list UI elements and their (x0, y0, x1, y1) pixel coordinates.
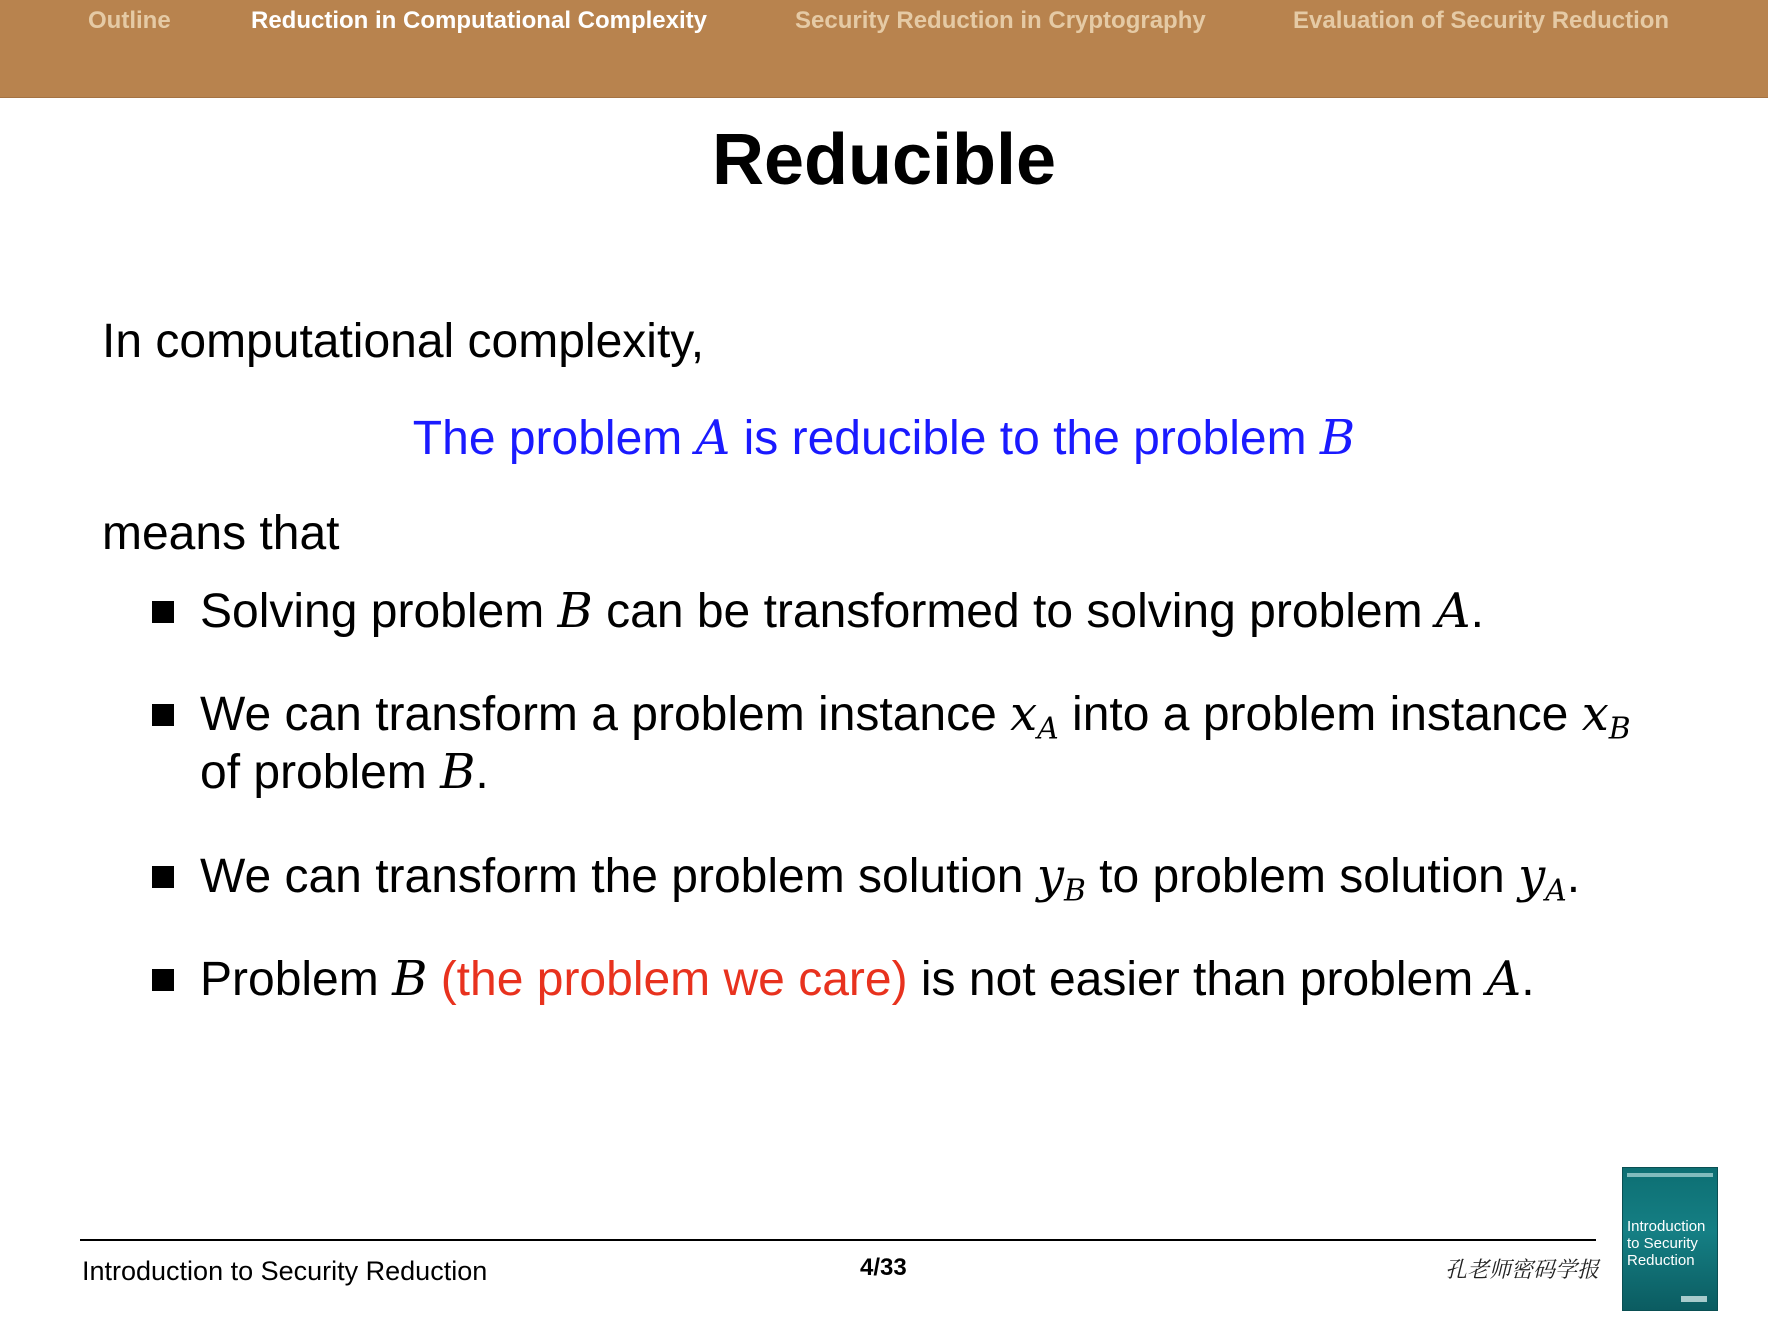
bullet-2-var-b: B (440, 744, 476, 800)
bullet-3-sub-b: B (1063, 873, 1086, 909)
bullet-4-text-2: is not easier than problem (907, 953, 1487, 1006)
signature: 孔老师密码学报 (1445, 1258, 1600, 1283)
navigation-bar (0, 0, 1768, 98)
footer-title: Introduction to Security Reduction (82, 1256, 488, 1286)
bullet-marker (152, 866, 174, 888)
bullet-1-var-a: A (1435, 583, 1471, 639)
nav-reduction-in-computational-complexity[interactable]: Reduction in Computational Complexity (251, 7, 708, 34)
bullet-3-text-2: to problem solution (1085, 850, 1519, 903)
bullet-2-line-2 (200, 744, 489, 801)
book-title-line-3: Reduction (1627, 1252, 1695, 1269)
nav-security-reduction-in-cryptography[interactable]: Security Reduction in Cryptography (795, 7, 1206, 34)
statement-var-b: B (1319, 410, 1356, 466)
bullet-2-period: . (475, 746, 489, 799)
bullet-3-sub-a: A (1545, 873, 1567, 909)
bullet-1-text-2: can be transformed to solving problem (592, 585, 1436, 638)
publisher-logo (1681, 1296, 1707, 1302)
bullet-marker (152, 969, 174, 991)
nav-outline[interactable]: Outline (88, 7, 171, 34)
book-title-line-1: Introduction (1627, 1218, 1706, 1235)
slide-title: Reducible (711, 120, 1057, 200)
bullet-2-var-x: x (1010, 686, 1038, 742)
bullet-1-text: Solving problem (200, 585, 558, 638)
intro-text: In computational complexity, (102, 315, 705, 368)
book-title-line-2: to Security (1627, 1235, 1698, 1252)
page-number: 4/33 (860, 1254, 907, 1281)
bullet-4-var-b: B (392, 951, 428, 1007)
bullet-2-line-1 (200, 686, 1631, 747)
book-authors-strip (1627, 1173, 1713, 1177)
bullet-3-var-y-2: y (1518, 848, 1546, 904)
statement-pre: The problem (412, 412, 696, 465)
statement-var-a: A (695, 410, 731, 466)
bullet-4-period: . (1521, 953, 1535, 1006)
bullet-marker (152, 704, 174, 726)
book-cover-image (1622, 1167, 1718, 1311)
bullet-3 (200, 848, 1581, 909)
bullet-2-sub-b: B (1608, 711, 1631, 747)
bullet-1-var-b: B (557, 583, 593, 639)
bullet-2-text: We can transform a problem instance (200, 688, 1011, 741)
bullet-2-text-2: into a problem instance (1058, 688, 1582, 741)
bullet-4 (200, 951, 1535, 1008)
bullet-4-highlight: (the problem we care) (427, 953, 908, 1006)
footer-divider (80, 1239, 1596, 1241)
book-title (1623, 1218, 1717, 1280)
means-that-text: means that (102, 507, 340, 560)
bullet-1-period: . (1470, 585, 1484, 638)
bullet-3-text: We can transform the problem solution (200, 850, 1037, 903)
bullet-marker (152, 601, 174, 623)
bullet-2-text-3: of problem (200, 746, 441, 799)
reducibility-statement (0, 410, 1768, 467)
bullet-3-period: . (1566, 850, 1581, 903)
bullet-1 (200, 583, 1484, 640)
bullet-3-var-y: y (1036, 848, 1064, 904)
bullet-4-text: Problem (200, 953, 393, 1006)
bullet-4-var-a: A (1486, 951, 1522, 1007)
bullet-2-sub-a: A (1037, 711, 1059, 747)
nav-evaluation-of-security-reduction[interactable]: Evaluation of Security Reduction (1293, 7, 1670, 34)
statement-mid: is reducible to the problem (730, 412, 1320, 465)
bullet-2-var-x-2: x (1581, 686, 1609, 742)
